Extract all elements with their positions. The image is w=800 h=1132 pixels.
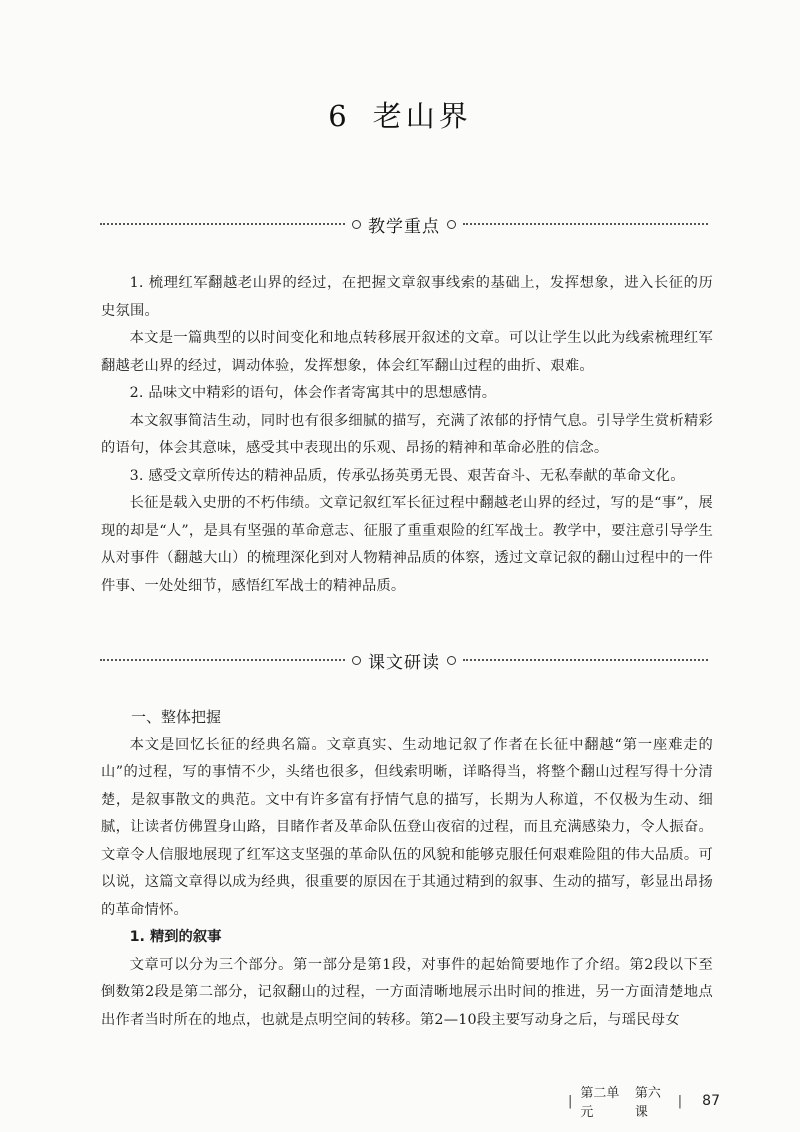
page-footer bbox=[560, 1082, 720, 1120]
subheading-narration: 1. 精到的叙事 bbox=[129, 929, 222, 945]
paragraph: 本文是一篇典型的以时间变化和地点转移展开叙述的文章。可以让学生以此为线索梳理红军翻越老山界的经过，调动体验，发挥想象，体会红军翻山过程的曲折、艰难。 bbox=[101, 330, 713, 374]
circle-ornament-icon bbox=[352, 220, 361, 229]
page-number: 87 bbox=[702, 1093, 720, 1109]
text-study-body bbox=[101, 704, 713, 1034]
section-header-text-study bbox=[100, 648, 708, 672]
paragraph: 1. 梳理红军翻越老山界的经过，在把握文章叙事线索的基础上，发挥想象，进入长征的历史氛围。 bbox=[101, 275, 713, 319]
section-header-teaching-focus bbox=[100, 212, 708, 236]
section-title: 教学重点 bbox=[368, 216, 440, 237]
teaching-focus-body bbox=[101, 270, 713, 600]
lesson-number: 6 bbox=[328, 99, 351, 133]
lesson-name: 老山界 bbox=[372, 99, 472, 133]
dotted-rule-left bbox=[100, 659, 345, 661]
paragraph: 长征是载入史册的不朽伟绩。文章记叙红军长征过程中翻越老山界的经过，写的是“事”，展现的却是“人”，是具有坚强的革命意志、征服了重重艰险的红军战士。教学中，要注意引导学生从对事件（翻越大山）的梳理深化到对人物精神品质的体察，透过文章记叙的翻山过程中的一件件事、一处处细节，感悟红军战士的精神品质。 bbox=[101, 495, 713, 594]
footer-divider: | bbox=[568, 1093, 573, 1109]
circle-ornament-icon bbox=[352, 656, 361, 665]
paragraph: 本文叙事简洁生动，同时也有很多细腻的描写，充满了浓郁的抒情气息。引导学生赏析精彩的语句，体会其意味，感受其中表现出的乐观、昂扬的精神和革命必胜的信念。 bbox=[101, 412, 713, 456]
subheading-overall: 一、整体把握 bbox=[131, 708, 222, 726]
paragraph: 本文是回忆长征的经典名篇。文章真实、生动地记叙了作者在长征中翻越“第一座难走的山”的过程，写的事情不少，头绪也很多，但线索明晰，详略得当，将整个翻山过程写得十分清楚，是叙事散文的典范。文中有许多富有抒情气息的描写，长期为人称道，不仅极为生动、细腻，让读者仿佛置身山路，目睹作者及革命队伍登山夜宿的过程，而且充满感染力，令人振奋。文章令人信服地展现了红军这支坚强的革命队伍的风貌和能够克服任何艰难险阻的伟大品质。可以说，这篇文章得以成为经典，很重要的原因在于其通过精到的叙事、生动的描写，彰显出昂扬的革命情怀。 bbox=[101, 736, 713, 918]
footer-unit: 第二单元 bbox=[580, 1086, 620, 1120]
dotted-rule-left bbox=[100, 223, 345, 225]
footer-lesson: 第六课 bbox=[634, 1086, 661, 1120]
lesson-title bbox=[0, 94, 800, 135]
paragraph: 文章可以分为三个部分。第一部分是第1段，对事件的起始简要地作了介绍。第2段以下至倒数第2段是第二部分，记叙翻山的过程，一方面清晰地展示出时间的推进，另一方面清楚地点出作者当时所在的地点，也就是点明空间的转移。第2—10段主要写动身之后，与瑶民母女 bbox=[101, 956, 713, 1028]
paragraph: 2. 品味文中精彩的语句，体会作者寄寓其中的思想感情。 bbox=[129, 385, 497, 401]
paragraph: 3. 感受文章所传达的精神品质，传承弘扬英勇无畏、艰苦奋斗、无私奉献的革命文化。 bbox=[129, 467, 685, 484]
dotted-rule-right bbox=[463, 223, 708, 225]
section-title: 课文研读 bbox=[368, 652, 440, 673]
circle-ornament-icon bbox=[447, 220, 456, 229]
circle-ornament-icon bbox=[447, 656, 456, 665]
dotted-rule-right bbox=[463, 659, 708, 661]
footer-divider: | bbox=[677, 1093, 683, 1109]
